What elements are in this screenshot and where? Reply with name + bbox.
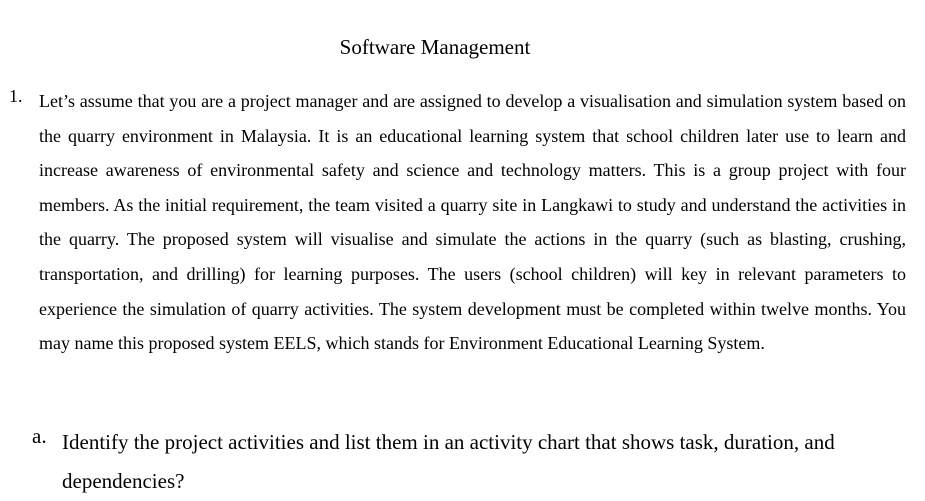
sub-question-text: Identify the project activities and list them in an activity chart that shows task, duration, and dependencies? [62,430,835,493]
sub-question-letter: a. [32,424,47,448]
question-text: Let’s assume that you are a project manager and are assigned to develop a visualisation and simulation system based on the quarry environment in Malaysia. It is an educational learning system that school children later use to learn and increase awareness of environmental safety and science and technology matters. This is a group project with four members. As the initial requirement, the team visited a quarry site in Langkawi to study and understand the activities in the quarry. The proposed system will visualise and simulate the actions in the quarry (such as blasting, crushing, transportation, and drilling) for learning purposes. The users (school children) will key in relevant parameters to experience the simulation of quarry activities. The system development must be completed within twelve months. You may name this proposed system EELS, which stands for Environment Educational Learning System. [39,91,906,354]
question-number: 1. [9,86,23,106]
document-title: Software Management [339,35,531,59]
